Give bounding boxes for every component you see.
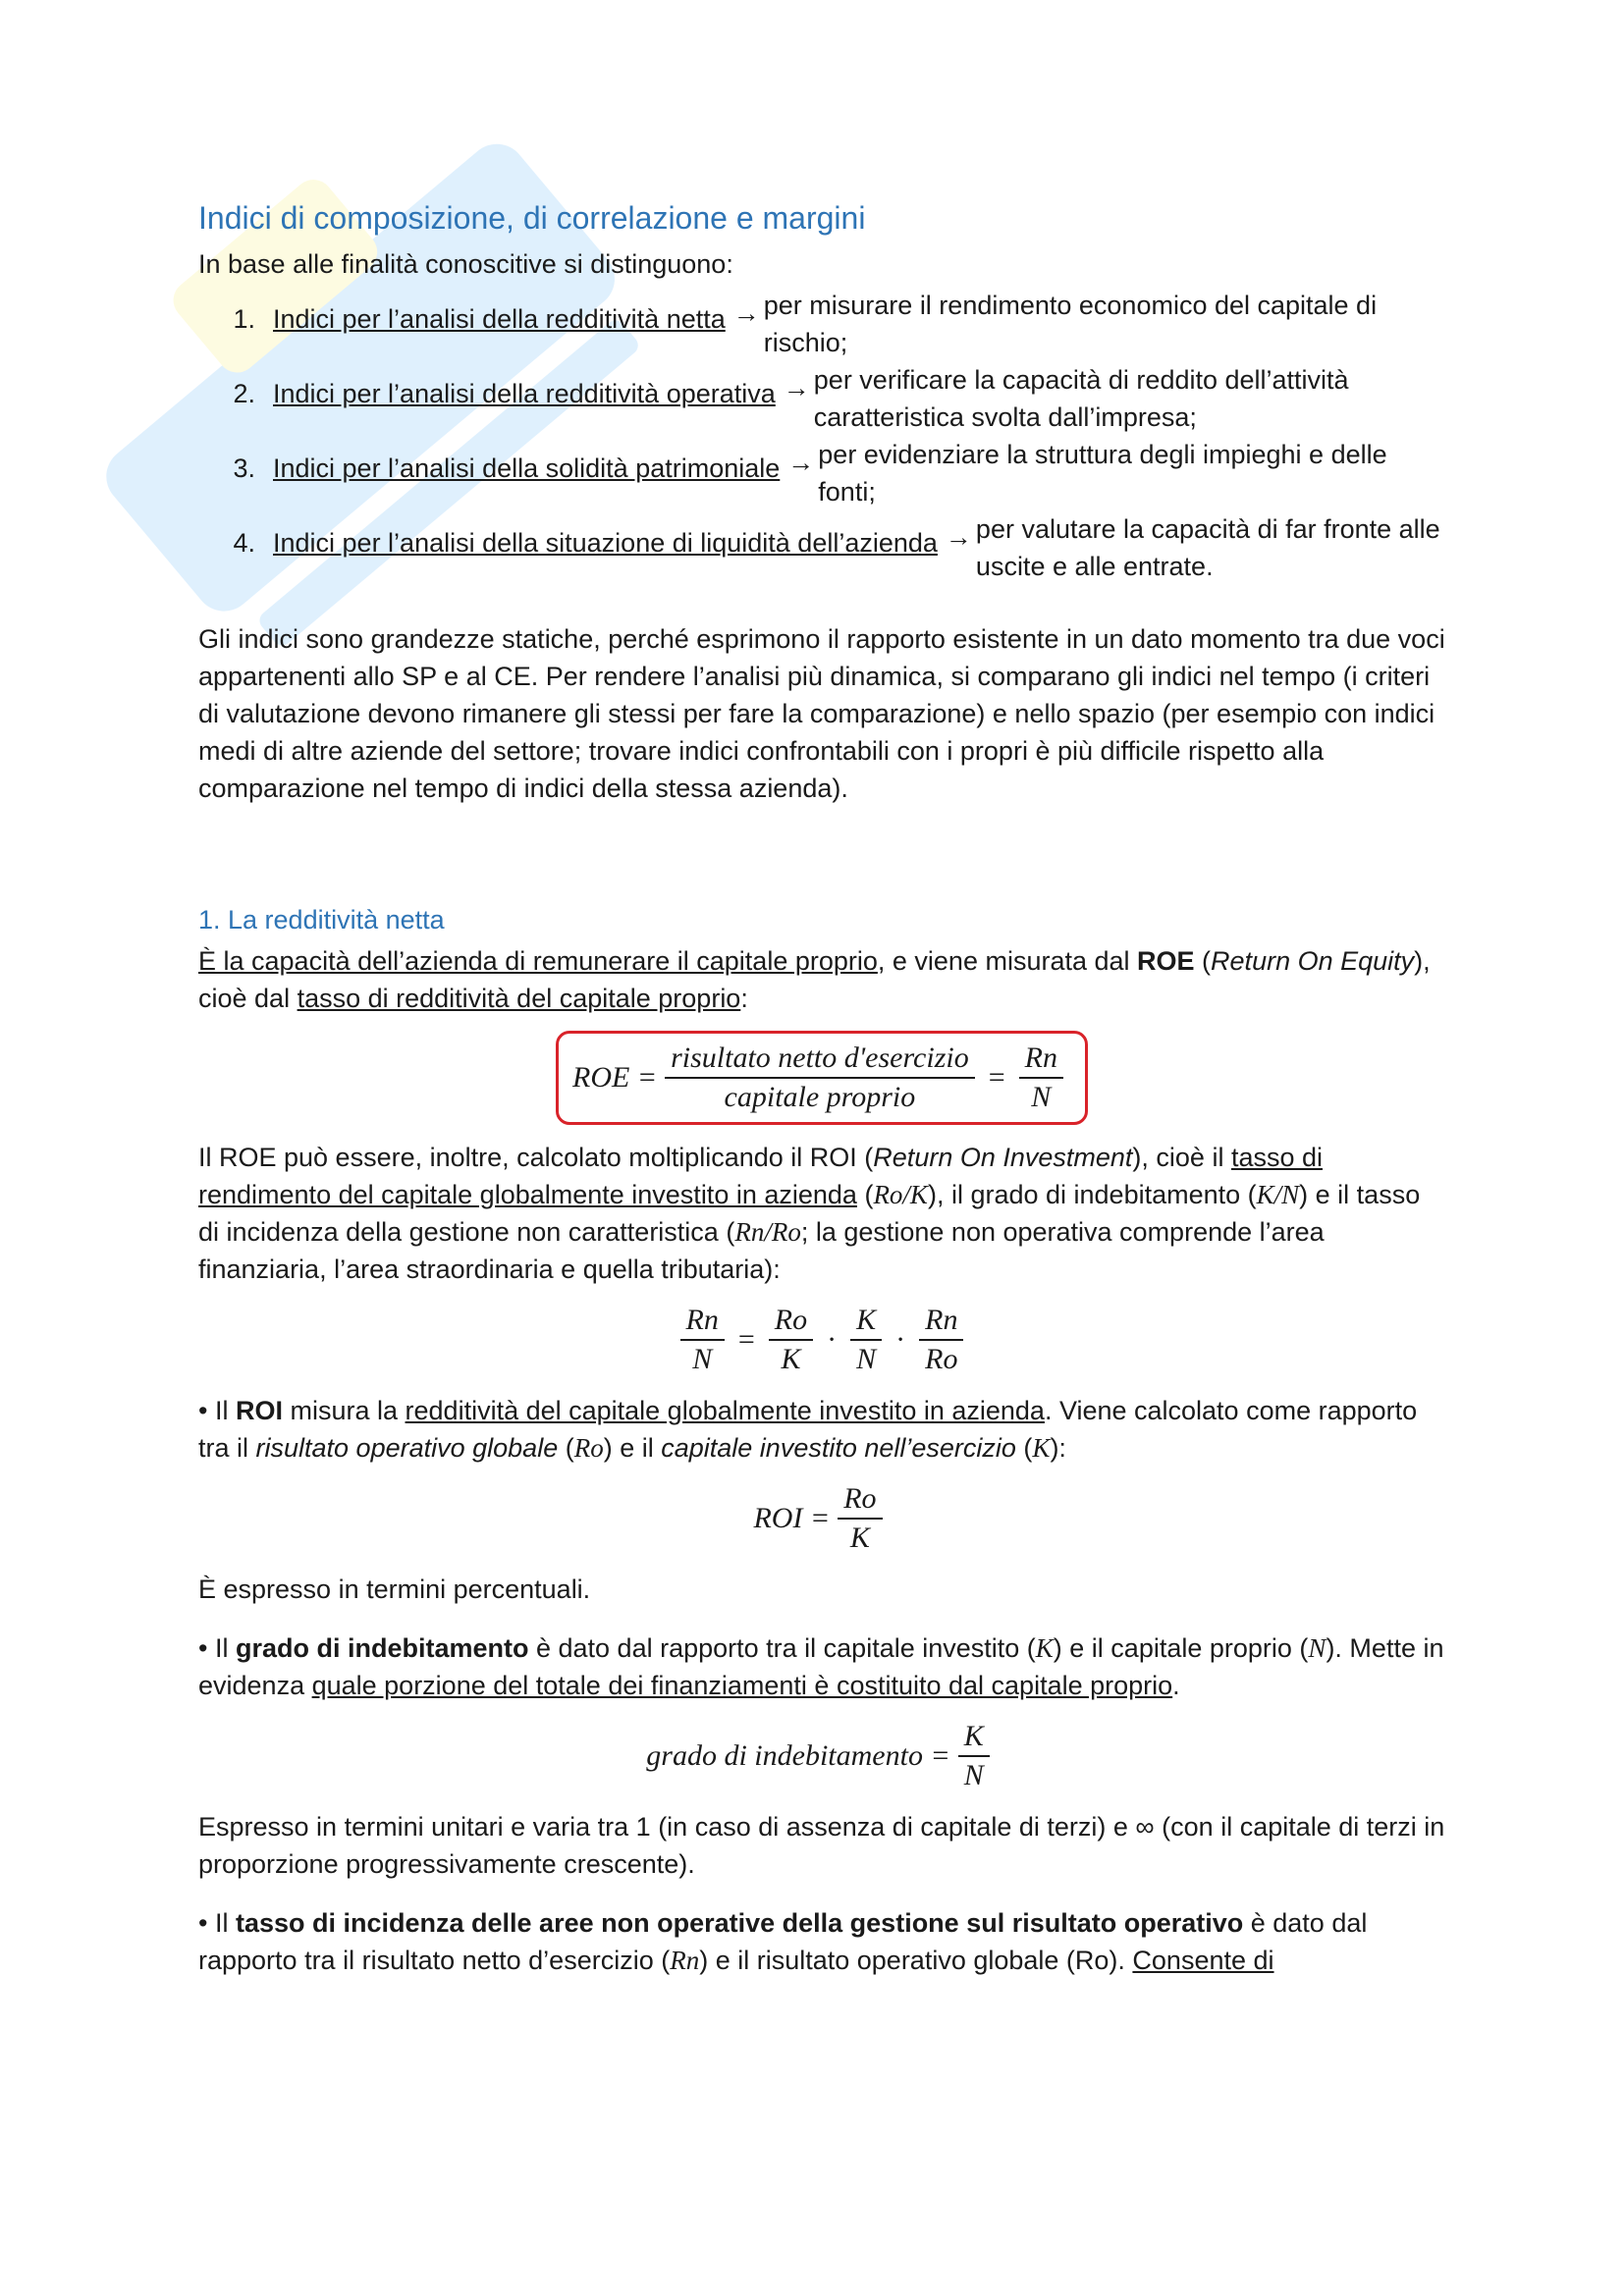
list-number: 4. xyxy=(233,528,255,558)
list-item-name: Indici per l’analisi della redditività operativa xyxy=(273,379,776,408)
list-item-desc: per verificare la capacità di reddito dell’attività caratteristica svolta dall’impresa; xyxy=(813,365,1349,432)
numerator: K xyxy=(958,1718,990,1757)
denominator: Ro xyxy=(925,1343,958,1375)
text: ; la gestione non operativa comprende l’area finanziaria, l’area straordinaria e quella tributaria): xyxy=(198,1217,1325,1284)
arrow-icon: → xyxy=(732,298,760,328)
italic-text: capitale investito nell’esercizio xyxy=(661,1433,1016,1463)
arrow-icon: → xyxy=(787,448,815,477)
denominator: N xyxy=(856,1343,877,1375)
list-item xyxy=(198,287,1445,361)
math-inline: Rn xyxy=(670,1946,700,1975)
math-inline: K xyxy=(1035,1633,1054,1663)
dot-operator: · xyxy=(827,1323,838,1356)
fraction xyxy=(838,1480,882,1557)
debt-range-note: Espresso in termini unitari e varia tra 1 (in caso di assenza di capitale di terzi) e ∞ (con il capitale di terzi in proporzione progressivamente crescente). xyxy=(198,1812,1445,1879)
decomposition-formula xyxy=(198,1302,1445,1378)
italic-text: Return On Equity xyxy=(1211,946,1415,976)
arrow-icon: → xyxy=(945,522,972,552)
denominator: N xyxy=(1031,1081,1052,1113)
bold-text: ROE xyxy=(1137,946,1195,976)
underlined-text: tasso di rendimento del capitale globalmente investito in azienda xyxy=(198,1143,1324,1209)
fraction xyxy=(958,1718,990,1794)
debt-paragraph xyxy=(198,1629,1445,1704)
list-item-name: Indici per l’analisi della situazione di liquidità dell’azienda xyxy=(273,528,938,558)
list-item-desc: per evidenziare la struttura degli impieghi e delle fonti; xyxy=(818,440,1387,507)
math-inline: Rn/Ro xyxy=(734,1217,801,1247)
roe-formula-box xyxy=(556,1031,1088,1125)
math-inline: K/N xyxy=(1256,1180,1300,1209)
italic-text: Return On Investment xyxy=(873,1143,1133,1172)
denominator: N xyxy=(963,1759,984,1791)
intro-text: In base alle finalità conoscitive si distinguono: xyxy=(198,249,733,279)
list-item xyxy=(198,510,1445,585)
incidence-paragraph xyxy=(198,1904,1445,1979)
list-item-name: Indici per l’analisi della solidità patrimoniale xyxy=(273,454,781,483)
denominator: K xyxy=(849,1522,870,1554)
formula-lhs: grado di indebitamento = xyxy=(646,1739,950,1772)
text: ), cioè dal xyxy=(198,946,1431,1013)
text: • Il xyxy=(198,1396,236,1425)
numerator: K xyxy=(850,1302,882,1341)
list-item xyxy=(198,361,1445,436)
roe-decomposition-paragraph xyxy=(198,1139,1445,1288)
formula-lhs: ROI = xyxy=(753,1502,831,1534)
dot-operator: · xyxy=(895,1323,906,1356)
list-number: 3. xyxy=(233,454,255,483)
text: ). Mette in evidenza xyxy=(198,1633,1444,1700)
text: ), cioè il xyxy=(1132,1143,1231,1172)
list-number: 2. xyxy=(233,379,255,408)
numerator: Rn xyxy=(680,1302,725,1341)
denominator: N xyxy=(692,1343,713,1375)
bold-text: tasso di incidenza delle aree non operative della gestione sul risultato operativo xyxy=(235,1908,1244,1938)
static-indices-paragraph: Gli indici sono grandezze statiche, perché esprimono il rapporto esistente in un dato momento tra due voci appartenenti allo SP e al CE. Per rendere l’analisi più dinamica, si comparano gli indici nel tempo (i criteri di valutazione devono rimanere gli stessi per fare la comparazione) e nello spazio (per esempio con indici medi di altre aziende del settore; trovare indici confrontabili con i propri è più difficile rispetto alla comparazione nel tempo di indici della stessa azienda). xyxy=(198,624,1445,803)
roi-paragraph xyxy=(198,1392,1445,1467)
underlined-text: tasso di redditività del capitale proprio xyxy=(297,984,741,1013)
numerator: Ro xyxy=(838,1480,882,1520)
list-item-name: Indici per l’analisi della redditività netta xyxy=(273,304,726,334)
text: ( xyxy=(1015,1433,1033,1463)
text: è dato dal rapporto tra il capitale investito ( xyxy=(528,1633,1036,1663)
text: ( xyxy=(558,1433,574,1463)
list-number: 1. xyxy=(233,304,255,334)
debt-formula xyxy=(198,1718,1445,1794)
list-item xyxy=(198,436,1445,510)
text: ( xyxy=(856,1180,874,1209)
text: : xyxy=(740,984,748,1013)
underlined-text: Consente di xyxy=(1132,1946,1274,1975)
text: ): xyxy=(1050,1433,1066,1463)
page-title: Indici di composizione, di correlazione e margini xyxy=(198,200,866,236)
math-inline: N xyxy=(1308,1633,1326,1663)
bold-text: ROI xyxy=(235,1396,283,1425)
text: Il ROE può essere, inoltre, calcolato moltiplicando il ROI ( xyxy=(198,1143,874,1172)
denominator: capitale proprio xyxy=(724,1081,916,1113)
numerator: risultato netto d'esercizio xyxy=(665,1040,975,1079)
list-item-desc: per valutare la capacità di far fronte alle uscite e alle entrate. xyxy=(975,514,1440,581)
section-heading: 1. La redditività netta xyxy=(198,905,445,934)
roi-formula xyxy=(198,1480,1445,1557)
math-inline: Ro xyxy=(573,1433,604,1463)
fraction xyxy=(919,1302,963,1378)
list-item-desc: per misurare il rendimento economico del capitale di rischio; xyxy=(763,291,1378,357)
fraction xyxy=(769,1302,813,1378)
text: ) e il xyxy=(603,1433,662,1463)
text: è dato dal rapporto tra il risultato netto d’esercizio ( xyxy=(198,1908,1368,1975)
text: ) e il risultato operativo globale (Ro). xyxy=(699,1946,1133,1975)
numerator: Rn xyxy=(919,1302,963,1341)
bold-text: grado di indebitamento xyxy=(235,1633,529,1663)
numerator: Rn xyxy=(1019,1040,1063,1079)
underlined-text: redditività del capitale globalmente investito in azienda xyxy=(405,1396,1045,1425)
text: • Il xyxy=(198,1908,236,1938)
fraction xyxy=(665,1040,975,1116)
roi-percent-note: È espresso in termini percentuali. xyxy=(198,1575,591,1604)
denominator: K xyxy=(781,1343,801,1375)
math-inline: K xyxy=(1032,1433,1051,1463)
roe-formula xyxy=(198,1031,1445,1125)
text: ) e il capitale proprio ( xyxy=(1053,1633,1309,1663)
text: ), il grado di indebitamento ( xyxy=(927,1180,1257,1209)
fraction xyxy=(850,1302,882,1378)
formula-lhs: ROE = xyxy=(572,1061,658,1094)
italic-text: risultato operativo globale xyxy=(255,1433,559,1463)
equals-sign: = xyxy=(737,1323,755,1356)
underlined-text: È la capacità dell’azienda di remunerare il capitale proprio xyxy=(198,946,878,976)
roe-intro-paragraph xyxy=(198,942,1445,1017)
text: misura la xyxy=(282,1396,406,1425)
arrow-icon: → xyxy=(783,373,810,402)
text: . xyxy=(1172,1671,1180,1700)
fraction xyxy=(680,1302,725,1378)
text: ( xyxy=(1194,946,1212,976)
index-list xyxy=(198,287,1445,585)
text: , e viene misurata dal xyxy=(877,946,1138,976)
equals-sign: = xyxy=(988,1061,1005,1094)
text: . Viene calcolato come rapporto tra il xyxy=(198,1396,1418,1463)
fraction xyxy=(1019,1040,1063,1116)
text: ) e il tasso di incidenza della gestione non caratteristica ( xyxy=(198,1180,1421,1247)
underlined-text: quale porzione del totale dei finanziamenti è costituito dal capitale proprio xyxy=(311,1671,1173,1700)
document-page xyxy=(198,196,1445,1979)
math-inline: Ro/K xyxy=(873,1180,928,1209)
numerator: Ro xyxy=(769,1302,813,1341)
text: • Il xyxy=(198,1633,236,1663)
